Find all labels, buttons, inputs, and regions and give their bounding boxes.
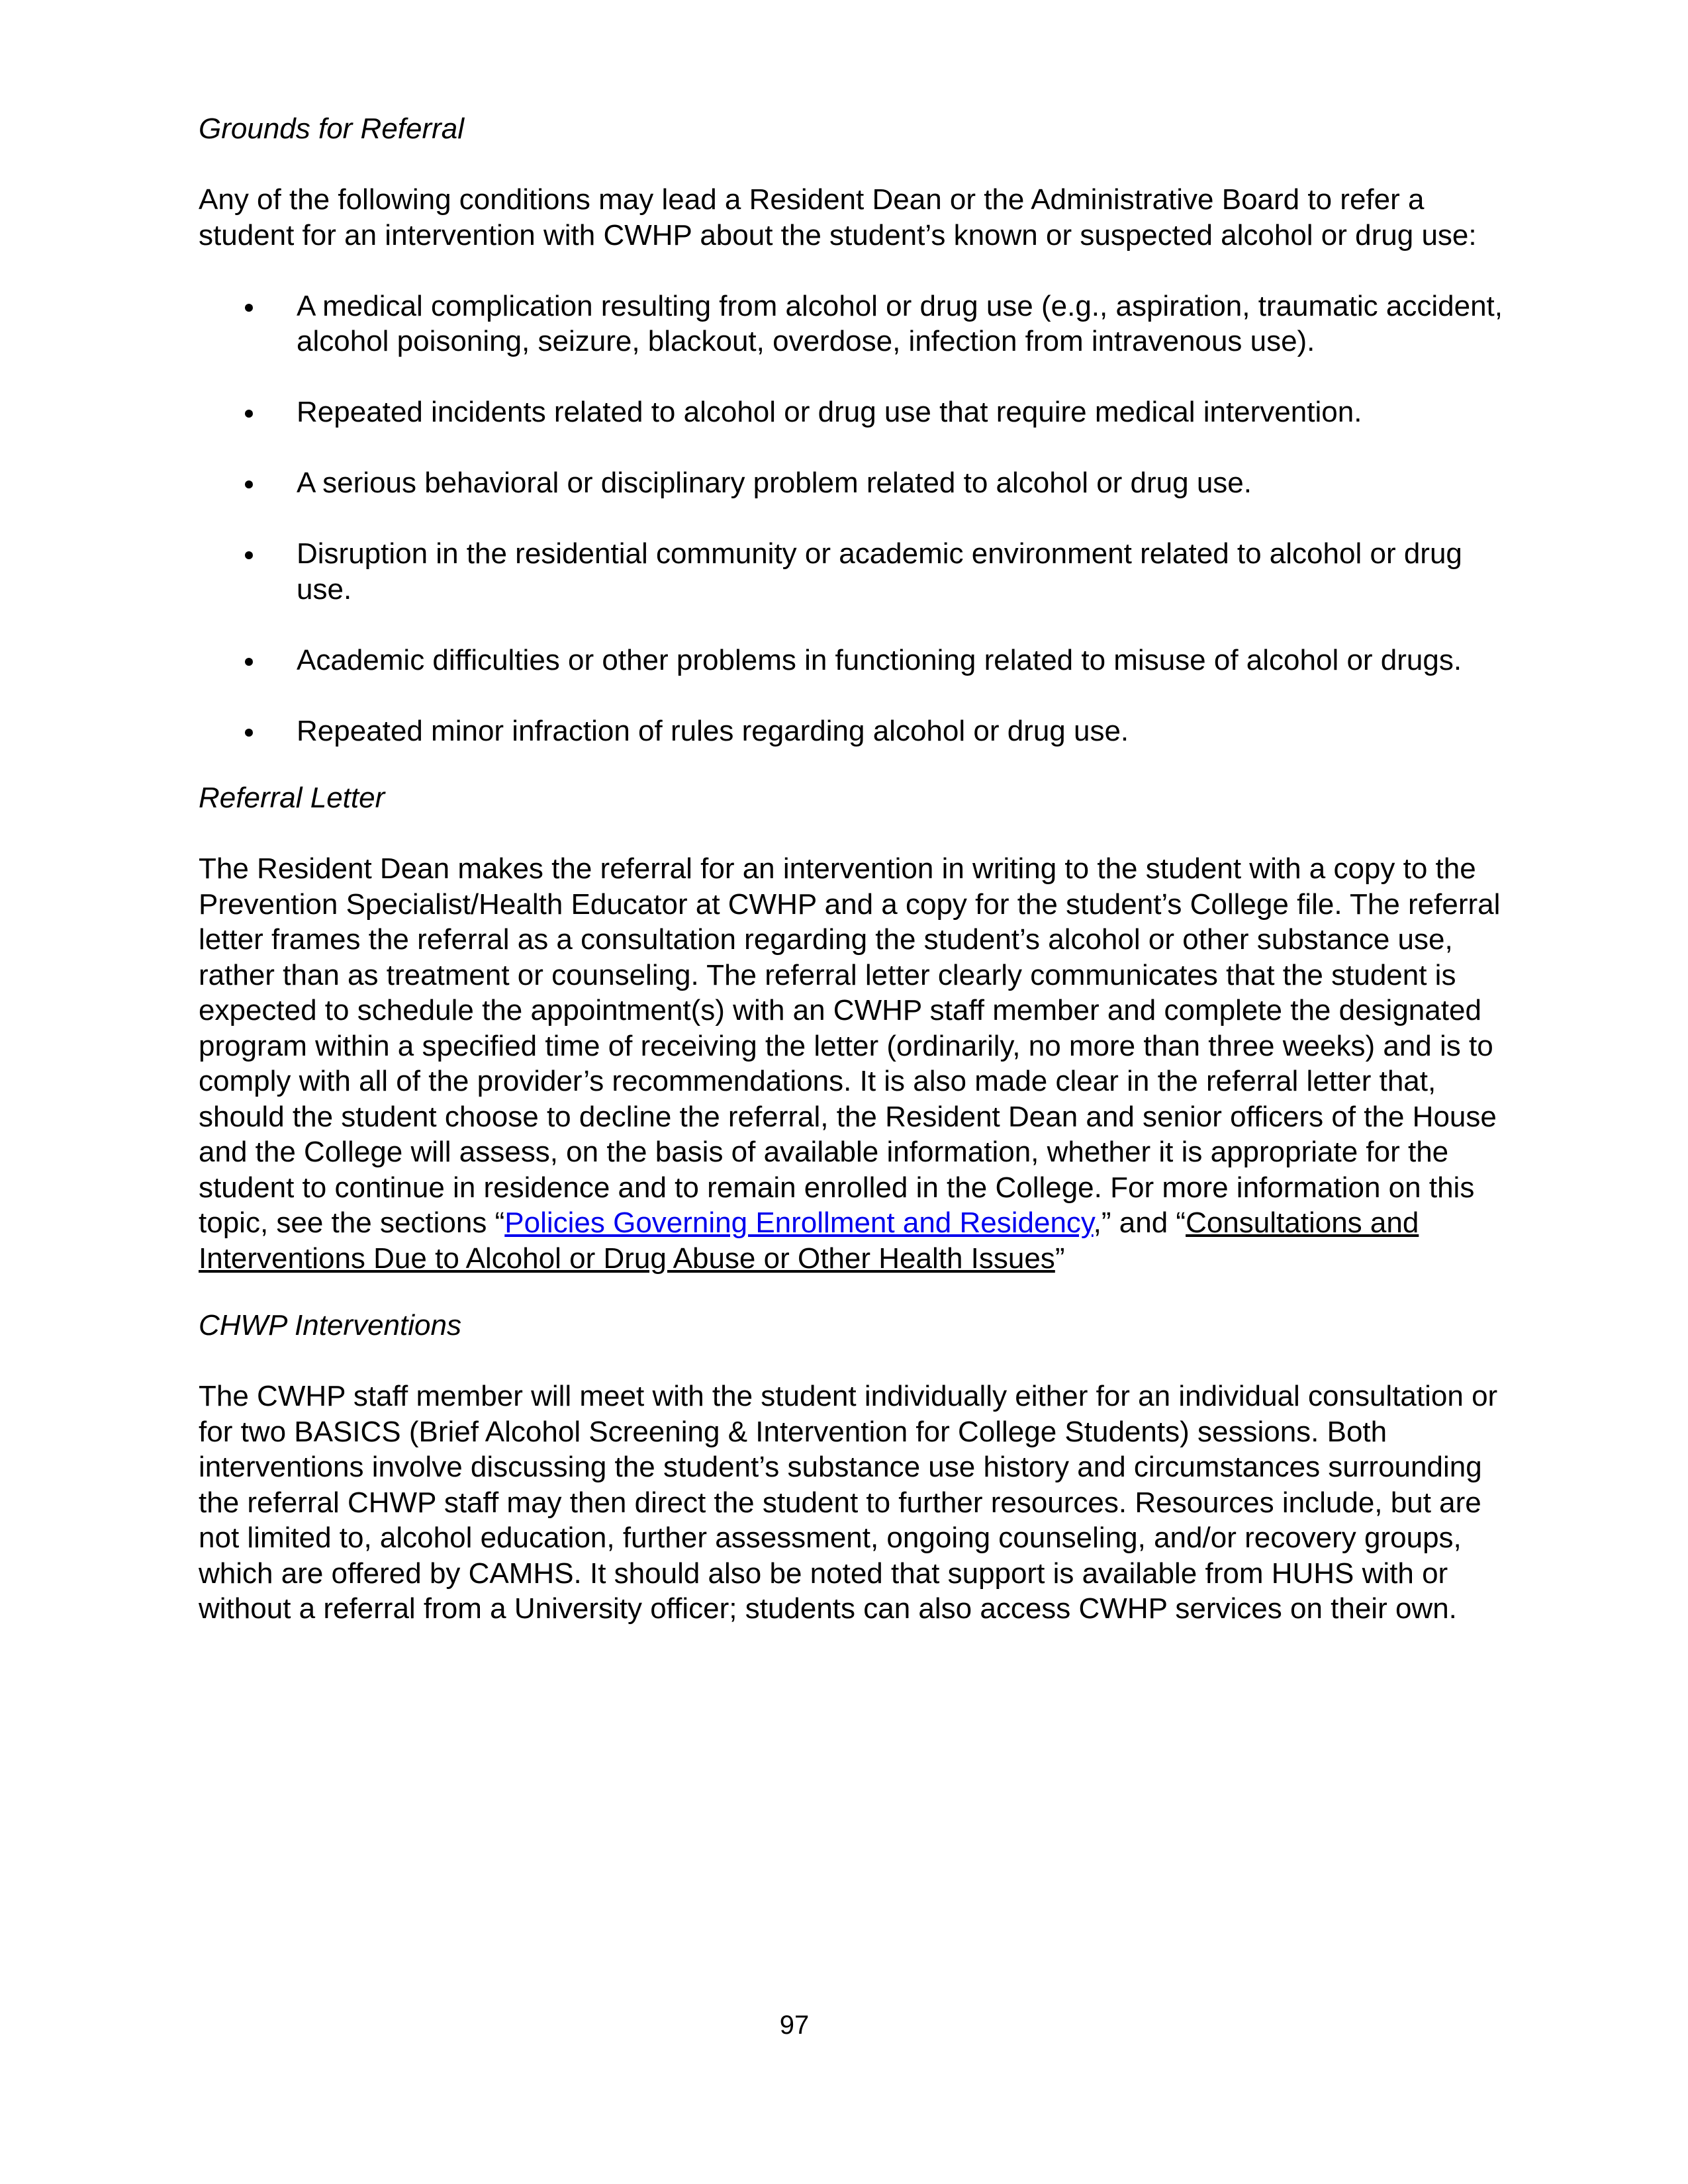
list-item-text: Academic difficulties or other problems in functioning related to misuse of alcohol or drugs.	[297, 643, 1462, 676]
grounds-bullet-list	[199, 289, 1516, 749]
referral-letter-connector: ,” and “	[1093, 1206, 1186, 1239]
section-heading-grounds: Grounds for Referral	[199, 113, 465, 145]
list-item	[199, 536, 1516, 607]
policies-enrollment-residency-link[interactable]: Policies Governing Enrollment and Residency	[504, 1206, 1094, 1239]
list-item	[199, 465, 1516, 501]
page-number: 97	[779, 2011, 810, 2040]
document-page	[199, 111, 1516, 1627]
interventions-paragraph: The CWHP staff member will meet with the student individually either for an individual consultation or for two BASICS (Brief Alcohol Screening & Intervention for College Students) sessions. Both interventions involve discussing the student’s substance use history and circumstances surrounding the referral CHWP staff may then direct the student to further resources. Resources include, but are not limited to, alcohol education, further assessment, ongoing counseling, and/or recovery groups, which are offered by CAMHS. It should also be noted that support is available from HUHS with or without a referral from a University officer; students can also access CWHP services on their own.	[199, 1380, 1498, 1625]
bullet-icon	[245, 480, 253, 488]
bullet-icon	[245, 729, 253, 737]
list-item-text: Repeated incidents related to alcohol or drug use that require medical intervention.	[297, 396, 1362, 428]
bullet-icon	[245, 410, 253, 418]
bullet-icon	[245, 304, 253, 312]
list-item	[199, 643, 1516, 678]
section-heading-referral-letter: Referral Letter	[199, 782, 385, 814]
grounds-intro-paragraph: Any of the following conditions may lead a Resident Dean or the Administrative Board to refer a student for an intervention with CWHP about the student’s known or suspected alcohol or drug use:	[199, 183, 1477, 251]
list-item	[199, 713, 1516, 749]
bullet-icon	[245, 658, 253, 666]
referral-letter-paragraph	[199, 851, 1516, 1276]
section-heading-interventions: CHWP Interventions	[199, 1309, 461, 1342]
referral-letter-close-quote: ”	[1055, 1242, 1065, 1275]
referral-letter-body: The Resident Dean makes the referral for an intervention in writing to the student with a copy to the Prevention Specialist/Health Educator at CWHP and a copy for the student’s College file. The referral letter frames the referral as a consultation regarding the student’s alcohol or other substance use, rather than as treatment or counseling. The referral letter clearly communicates that the student is expected to schedule the appointment(s) with an CWHP staff member and complete the designated program within a specified time of receiving the letter (ordinarily, no more than three weeks) and is to comply with all of the provider’s recommendations. It is also made clear in the referral letter that, should the student choose to decline the referral, the Resident Dean and senior officers of the House and the College will assess, on the basis of available information, whether it is appropriate for the student to continue in residence and to remain enrolled in the College. For more information on this topic, see the sections “	[199, 852, 1501, 1239]
list-item	[199, 394, 1516, 430]
list-item-text: Disruption in the residential community or academic environment related to alcohol or drug use.	[297, 537, 1462, 606]
bullet-icon	[245, 551, 253, 559]
list-item	[199, 289, 1516, 359]
consultations-interventions-link[interactable]: Consultations and Interventions Due to Alcohol or Drug Abuse or Other Health Issues	[199, 1206, 1419, 1275]
list-item-text: A serious behavioral or disciplinary problem related to alcohol or drug use.	[297, 467, 1252, 499]
list-item-text: A medical complication resulting from alcohol or drug use (e.g., aspiration, traumatic accident, alcohol poisoning, seizure, blackout, overdose, infection from intravenous use).	[297, 289, 1503, 357]
list-item-text: Repeated minor infraction of rules regarding alcohol or drug use.	[297, 714, 1129, 747]
